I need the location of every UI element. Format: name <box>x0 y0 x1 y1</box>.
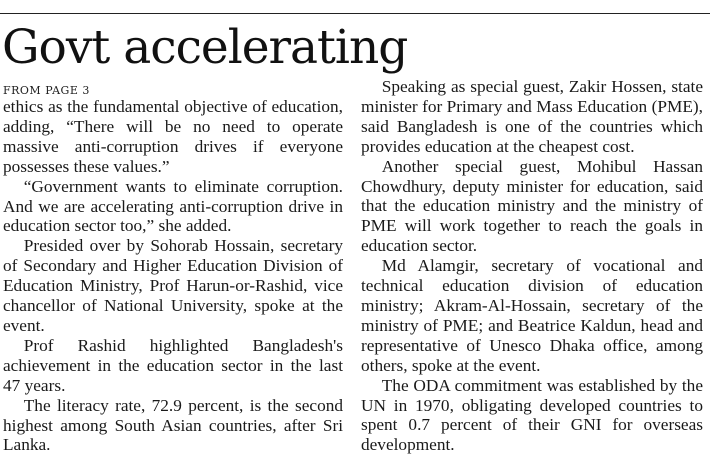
paragraph: Another special guest, Mohibul Hassan Chowdhury, deputy minister for education, said that the education ministry and the ministry of PME will work together to reach the goals in education sector. <box>361 156 703 256</box>
left-column <box>3 97 343 455</box>
paragraph: The ODA commitment was established by the UN in 1970, obligating developed countries to spent 0.7 percent of their GNI for overseas development. <box>361 375 703 455</box>
paragraph: Md Alamgir, secretary of vocational and technical education division of education ministry; Akram-Al-Hossain, secretary of the ministry of PME; and Beatrice Kaldun, head and representative of Unesco Dhaka office, among others, spoke at the event. <box>361 256 703 375</box>
headline: Govt accelerating <box>2 20 408 75</box>
paragraph: “Government wants to eliminate corruption. And we are accelerating anti-corruption drive in education sector too,” she added. <box>3 176 343 236</box>
top-rule <box>0 13 710 14</box>
paragraph: ethics as the fundamental objective of education, adding, “There will be no need to operate massive anti-corruption drives if everyone possesses these values.” <box>3 97 343 176</box>
paragraph: Presided over by Sohorab Hossain, secretary of Secondary and Higher Education Division of Education Ministry, Prof Harun-or-Rashid, vice chancellor of National University, spoke at the event. <box>3 236 343 335</box>
paragraph: Speaking as special guest, Zakir Hossen, state minister for Primary and Mass Education (PME), said Bangladesh is one of the countries which provides education at the cheapest cost. <box>361 77 703 156</box>
right-column <box>361 77 703 455</box>
jump-line: FROM PAGE 3 <box>3 84 90 97</box>
paragraph: Prof Rashid highlighted Bangladesh's achievement in the education sector in the last 47 years. <box>3 335 343 395</box>
paragraph: The literacy rate, 72.9 percent, is the second highest among South Asian countries, after Sri Lanka. <box>3 395 343 455</box>
